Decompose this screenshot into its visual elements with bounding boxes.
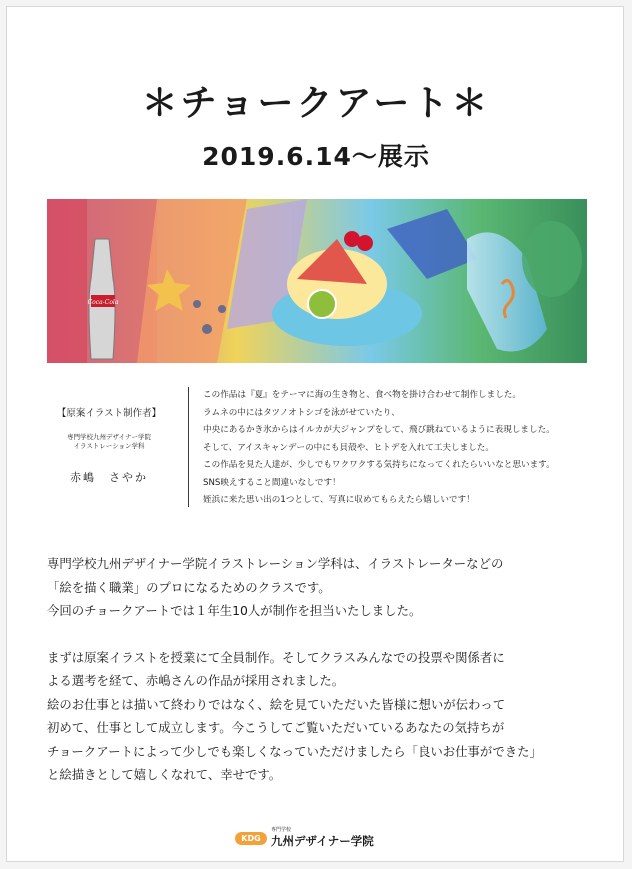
body-line: 初めて、仕事として成立します。今こうしてご覧いただいているあなたの気持ちが bbox=[47, 720, 505, 735]
artist-name: 赤嶋 さやか bbox=[70, 471, 148, 484]
artist-credit bbox=[45, 405, 173, 485]
description-line: SNS映えすること間違いなしです！ bbox=[203, 477, 341, 488]
description-line: ラムネの中にはタツノオトシゴを泳がせていたり、 bbox=[203, 407, 400, 418]
description-line: 中央にあるかき氷からはイルカが大ジャンプをして、飛び跳ねているように表現しました。 bbox=[203, 425, 555, 435]
poster-page bbox=[6, 6, 624, 862]
body-line: 「絵を描く職業」のプロになるためのクラスです。 bbox=[47, 579, 331, 595]
description-line: この作品を見た人達が、少しでもワクワクする気持ちになってくれたらいいなと思います。 bbox=[203, 460, 555, 470]
school-logo bbox=[235, 825, 405, 851]
exhibition-date: 2019.6.14～展示 bbox=[202, 142, 430, 171]
logo-school-name: 九州デザイナー学院 bbox=[271, 834, 374, 848]
description-line: そして、アイスキャンデーの中にも貝殻や、ヒトデを入れて工夫しました。 bbox=[203, 442, 494, 453]
poster-title: ＊チョークアート＊ bbox=[141, 83, 491, 124]
divider-line bbox=[188, 387, 189, 507]
body-line: 専門学校九州デザイナー学院イラストレーション学科は、イラストレーターなどの bbox=[47, 556, 504, 571]
chalk-art-illustration bbox=[47, 199, 587, 363]
artwork-description bbox=[203, 387, 603, 510]
description-line: この作品は『夏』をテーマに海の生き物と、食べ物を掛け合わせて制作しました。 bbox=[203, 390, 521, 400]
body-line: 今回のチョークアートでは１年生10人が制作を担当いたしました。 bbox=[47, 603, 422, 618]
course-description bbox=[47, 552, 607, 787]
body-line: まずは原案イラストを授業にて全員制作。そしてクラスみんなでの投票や関係者に bbox=[47, 649, 505, 665]
logo-badge: KDG bbox=[235, 832, 267, 845]
credit-label: 【原案イラスト制作者】 bbox=[56, 408, 162, 419]
paragraph-gap bbox=[47, 623, 607, 646]
cola-logo-text: Coca-Cola bbox=[87, 299, 119, 306]
kiwi-slice bbox=[308, 290, 336, 318]
logo-small-text: 専門学校 bbox=[271, 827, 292, 833]
body-line: チョークアートによって少しでも楽しくなっていただけましたら「良いお仕事ができた」 bbox=[47, 743, 542, 759]
body-line: よる選考を経て、赤嶋さんの作品が採用されました。 bbox=[47, 673, 345, 688]
body-line: 絵のお仕事とは描いて終わりではなく、絵を見ていただいた皆様に想いが伝わって bbox=[47, 696, 506, 712]
chalk-art-image bbox=[47, 199, 587, 363]
description-line: 姪浜に来た思い出の1つとして、写真に収めてもらえたら嬉しいです！ bbox=[203, 495, 475, 505]
credit-school-line2: イラストレーション学科 bbox=[73, 442, 145, 450]
credit-school-line1: 専門学校九州デザイナー学院 bbox=[66, 433, 152, 441]
body-line: と絵描きとして嬉しくなれて、幸せです。 bbox=[47, 767, 282, 782]
sea-turtle-shape bbox=[522, 221, 582, 297]
